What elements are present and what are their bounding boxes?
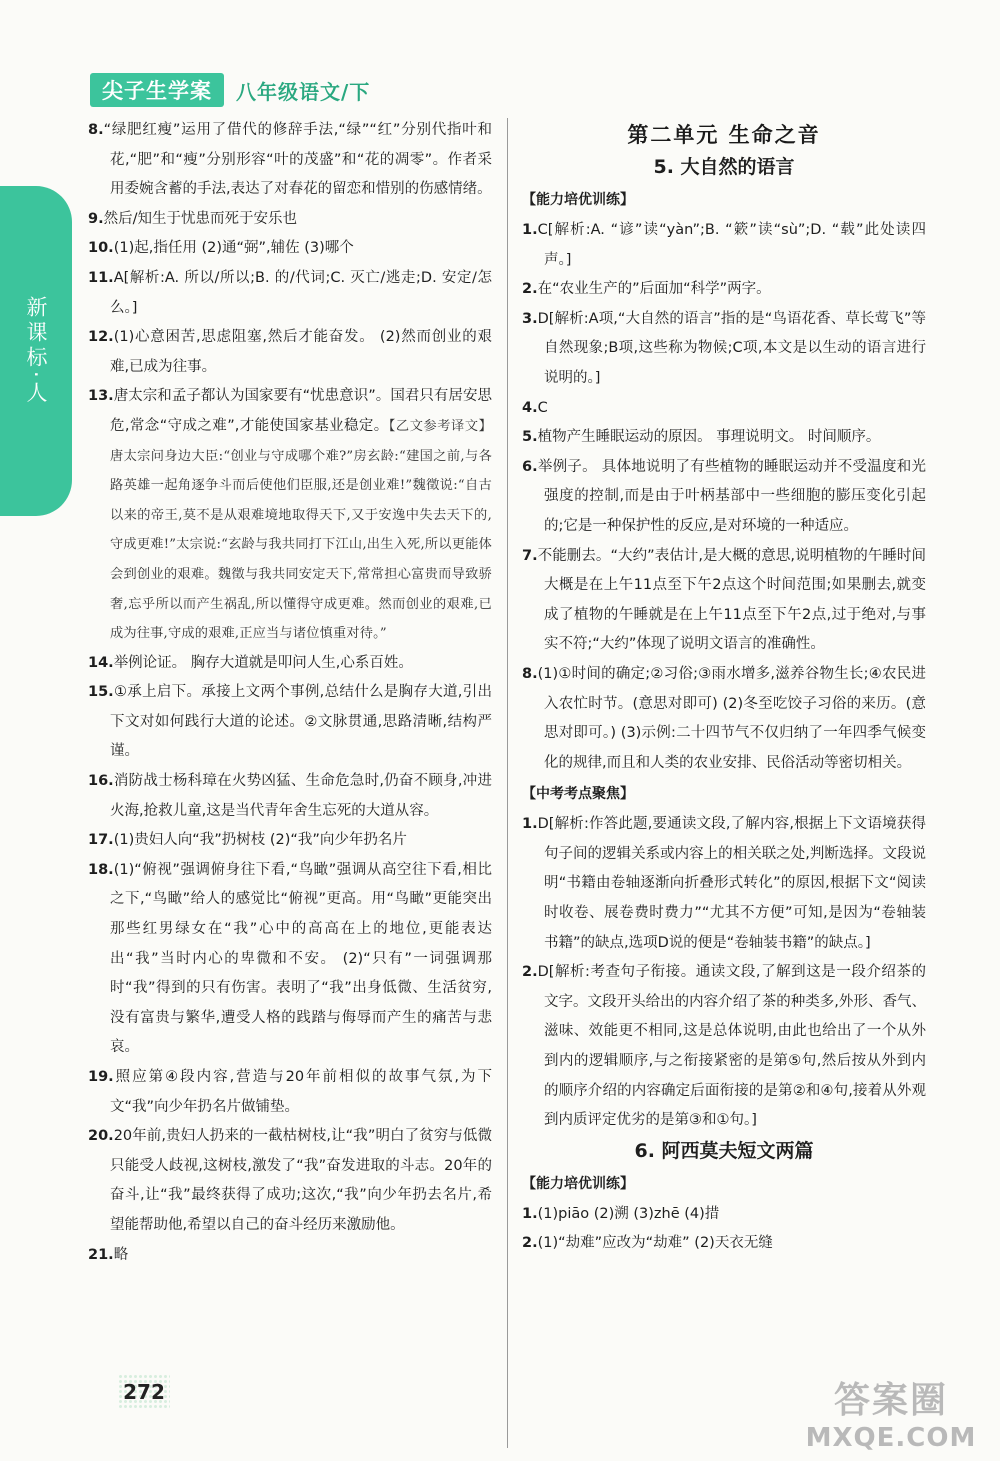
- answer-item: 12.(1)心意困苦,思虑阻塞,然后才能奋发。 (2)然而创业的艰难,已成为往事。: [88, 329, 492, 375]
- answer-item: 8.“绿肥红瘦”运用了借代的修辞手法,“绿”“红”分别代指叶和花,“肥”和“瘦”分别形容“叶的茂盛”和“花的凋零”。作者采用委婉含蓄的手法,表达了对春花的留恋和惜别的伤感情绪。: [88, 122, 492, 198]
- unit-title: 第二单元 生命之音: [627, 123, 821, 147]
- answer-item: 6.举例子。 具体地说明了有些植物的睡眠运动并不受温度和光强度的控制,而是由于叶柄基部中一些细胞的膨压变化引起的;它是一种保护性的反应,是对环境的一种适应。: [522, 458, 926, 534]
- answer-item: 18.(1)“俯视”强调俯身往下看,“鸟瞰”强调从高空往下看,相比之下,“鸟瞰”给人的感觉比“俯视”更高。用“鸟瞰”更能突出那些红男绿女在“我”心中的高高在上的地位,更能表达出“我”当时内心的卑微和不安。 (2)“只有”一词强调那时“我”得到的只有伤害。表明了“我”出身低微、生活贫穷,没有富贵与繁华,遭受人格的践踏与侮辱而产生的痛苦与悲哀。: [88, 861, 492, 1056]
- answer-item: 19.照应第④段内容,营造与20年前相似的故事气氛,为下文“我”向少年扔名片做铺垫。: [88, 1069, 492, 1115]
- answer-item: 7.不能删去。“大约”表估计,是大概的意思,说明植物的午睡时间大概是在上午11点至下午2点这个时间范围;如果删去,就变成了植物的午睡就是在上午11点至下午2点,过于绝对,与事实不符;“大约”体现了说明文语言的准确性。: [522, 547, 926, 653]
- section-tag: 【能力培优训练】: [522, 1175, 634, 1192]
- page-number: 272: [118, 1374, 170, 1410]
- answer-item: 16.消防战士杨科璋在火势凶猛、生命危急时,仍奋不顾身,冲进火海,抢救儿童,这是当代青年舍生忘死的大道从容。: [88, 773, 492, 819]
- answer-item: 1.D[解析:作答此题,要通读文段,了解内容,根据上下文语境获得句子间的逻辑关系或内容上的相关联之处,判断选择。文段说明“书籍由卷轴逐渐向折叠形式转化”的原因,根据下文“阅读时收卷、展卷费时费力”“尤其不方便”可知,是因为“卷轴装书籍”的缺点,选项D说的便是“卷轴装书籍”的缺点。]: [522, 816, 926, 951]
- translation-text: 唐太宗问身边大臣:“创业与守成哪个难?”房玄龄:“建国之前,与各路英雄一起角逐争斗而后使他们臣服,还是创业难!”魏徵说:“自古以来的帝王,莫不是从艰难境地取得天下,又于安逸中失去天下的,守成更难!”太宗说:“玄龄与我共同打下江山,出生入死,所以更能体会到创业的艰难。魏徵与我共同安定天下,常常担心富贵而导致骄奢,忘乎所以而产生祸乱,所以懂得守成更难。然而创业的艰难,已成为往事,守成的艰难,正应当与诸位慎重对待。”: [110, 448, 492, 642]
- brand-badge: 尖子生学案: [90, 73, 224, 107]
- answer-item: 3.D[解析:A项,“大自然的语言”指的是“鸟语花香、草长莺飞”等自然现象;B项,这些称为物候;C项,本文是以生动的语言进行说明的。]: [522, 310, 926, 386]
- answer-item: 15.①承上启下。承接上文两个事例,总结什么是胸存大道,引出下文对如何践行大道的论述。②文脉贯通,思路清晰,结构严谨。: [88, 684, 492, 760]
- section-tag: 【中考考点聚焦】: [522, 786, 634, 803]
- watermark-logo: 答案圈: [833, 1380, 948, 1421]
- answer-item: 20.20年前,贵妇人扔来的一截枯树枝,让“我”明白了贫穷与低微只能受人歧视,这树枝,激发了“我”奋发进取的斗志。20年的奋斗,让“我”最终获得了成功;这次,“我”向少年扔去名片,希望能帮助他,希望以自己的奋斗经历来激励他。: [88, 1128, 492, 1233]
- lesson-title: 5. 大自然的语言: [653, 156, 795, 178]
- left-column: [88, 116, 492, 1270]
- answer-item: 10.(1)起,指任用 (2)通“弼”,辅佐 (3)哪个: [88, 240, 354, 257]
- grade-label: 八年级语文/下: [236, 79, 371, 104]
- answer-item: 2.D[解析:考查句子衔接。通读文段,了解到这是一段介绍茶的文字。文段开头给出的内容介绍了茶的种类多,外形、香气、滋味、效能更不相同,这是总体说明,由此也给出了一个从外到内的逻辑顺序,与之衔接紧密的是第⑤句,然后按从外到内的顺序介绍的内容确定后面衔接的是第②和④句,接着从外观到内质评定优劣的是第③和①句。]: [522, 964, 926, 1129]
- answer-item: 21.略: [88, 1246, 129, 1263]
- page-header: [90, 74, 370, 106]
- answer-item: 13.唐太宗和孟子都认为国家要有“忧患意识”。国君只有居安思危,常念“守成之难”,才能使国家基业稳定。【乙文参考译文】唐太宗问身边大臣:“创业与守成哪个难?”房玄龄:“建国之前,与各路英雄一起角逐争斗而后使他们臣服,还是创业难!”魏徵说:“自古以来的帝王,莫不是从艰难境地取得天下,又于安逸中失去天下的,守成更难!”太宗说:“玄龄与我共同打下江山,出生入死,所以更能体会到创业的艰难。魏徵与我共同安定天下,常常担心富贵而导致骄奢,忘乎所以而产生祸乱,所以懂得守成更难。然而创业的艰难,已成为往事,守成的艰难,正应当与诸位慎重对待。”: [88, 388, 493, 642]
- answer-item: 9.然后/知生于忧患而死于安乐也: [88, 210, 297, 227]
- answer-item: 2.(1)“劫难”应改为“劫难” (2)天衣无缝: [522, 1235, 773, 1252]
- side-tab-label: 新课标·人: [24, 295, 48, 407]
- answer-item: 1.(1)piāo (2)溯 (3)zhē (4)措: [522, 1205, 720, 1222]
- lesson-title: 6. 阿西莫夫短文两篇: [634, 1139, 814, 1162]
- watermark-url: MXQE.COM: [805, 1423, 977, 1453]
- side-tab: [0, 186, 72, 516]
- answer-item: 5.植物产生睡眠运动的原因。 事理说明文。 时间顺序。: [522, 429, 881, 446]
- answer-item: 17.(1)贵妇人向“我”扔树枝 (2)“我”向少年扔名片: [88, 832, 407, 849]
- answer-item: 11.A[解析:A. 所以/所以;B. 的/代词;C. 灭亡/逃走;D. 安定/怎么。]: [88, 269, 492, 316]
- translation-label: 【乙文参考译文】: [388, 418, 493, 434]
- answer-item: 8.(1)①时间的确定;②习俗;③雨水增多,滋养谷物生长;④农民进入农忙时节。(意思对即可) (2)冬至吃饺子习俗的来历。(意思对即可。) (3)示例:二十四节气不仅归纳了一年四季气候变化的规律,而且和人类的农业安排、民俗活动等密切相关。: [522, 665, 926, 771]
- watermark: [796, 1379, 986, 1453]
- answer-item: 14.举例论证。 胸存大道就是叩问人生,心系百姓。: [88, 654, 413, 671]
- answer-item: 4.C: [522, 399, 548, 416]
- right-column: [522, 116, 926, 1259]
- column-divider: [507, 118, 508, 1448]
- section-tag: 【能力培优训练】: [522, 192, 634, 208]
- answer-item: 2.在“农业生产的”后面加“科学”两字。: [522, 281, 771, 298]
- answer-item: 1.C[解析:A. “谚”读“yàn”;B. “簌”读“sù”;D. “载”此处读四声。]: [522, 222, 926, 268]
